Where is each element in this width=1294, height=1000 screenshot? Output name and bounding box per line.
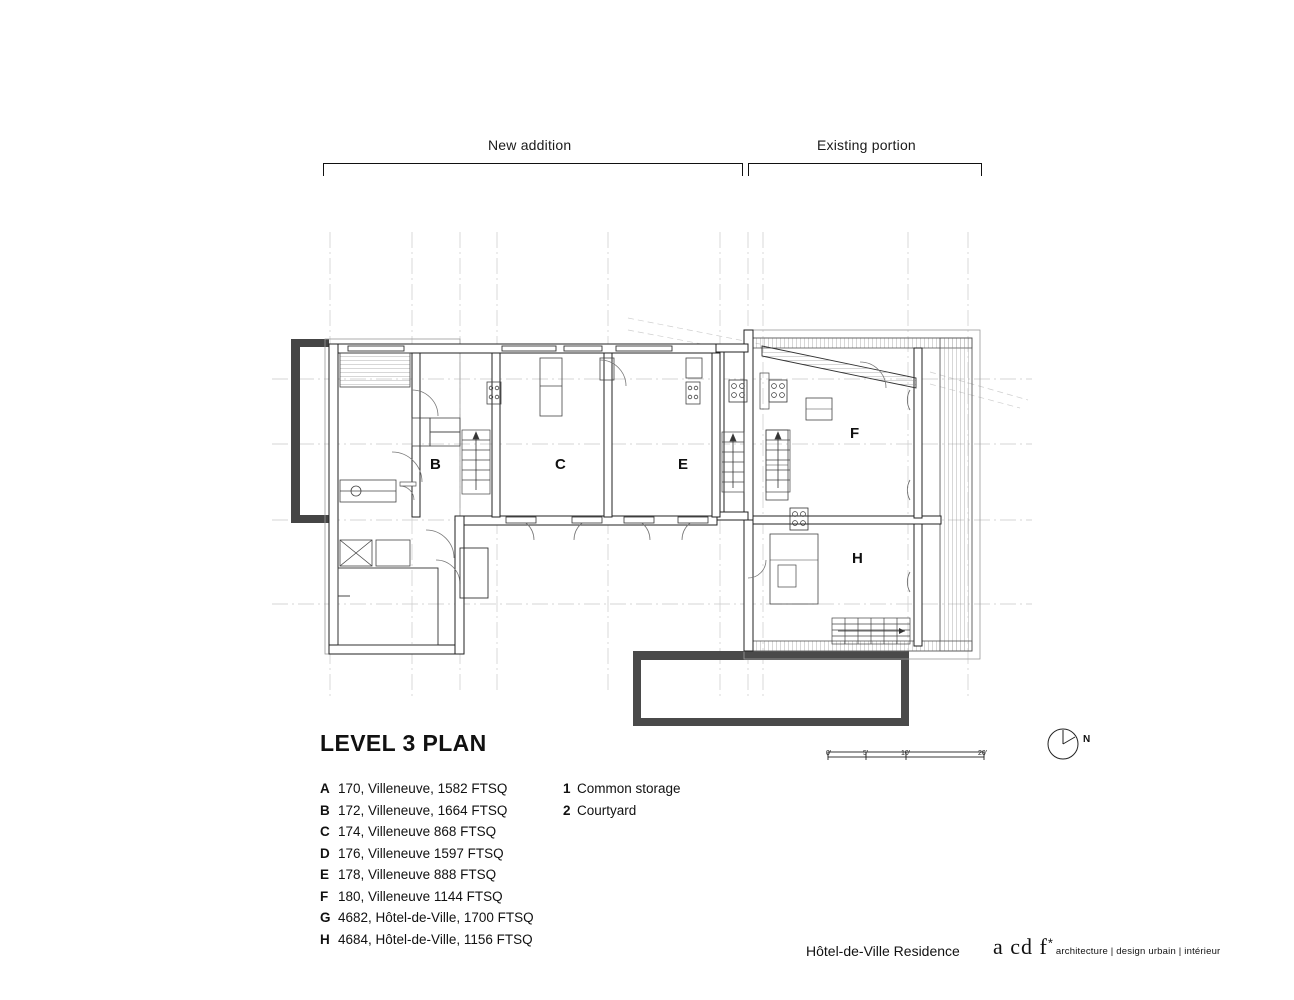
legend-item: [320, 907, 534, 929]
legend-label: 170, Villeneuve, 1582 FTSQ: [338, 781, 508, 796]
scale-bar: [826, 750, 988, 760]
legend-item: [320, 886, 534, 908]
legend-label: 174, Villeneuve 868 FTSQ: [338, 824, 497, 839]
page-title: LEVEL 3 PLAN: [320, 730, 487, 756]
room-letter-f: F: [850, 425, 860, 442]
legend-key: 2: [563, 802, 571, 818]
legend-item: [320, 843, 534, 865]
legend-item: [320, 800, 534, 822]
legend-item: [563, 800, 681, 822]
legend-key: H: [320, 931, 330, 947]
scale-bar-ticks: [826, 750, 988, 760]
legend-label: 4684, Hôtel-de-Ville, 1156 FTSQ: [338, 931, 533, 947]
scale-tick-5: 5': [863, 750, 869, 757]
scale-tick-10: 10': [901, 750, 911, 757]
legend-label: 172, Villeneuve, 1664 FTSQ: [338, 802, 508, 818]
bracket-label-new-addition: New addition: [488, 137, 572, 153]
legend-key: A: [320, 781, 330, 796]
room-letter-e: E: [678, 456, 689, 473]
bracket-label-existing-portion: Existing portion: [817, 137, 916, 153]
legend-item: [320, 864, 534, 886]
legend-key: E: [320, 867, 330, 882]
firm-logo: [993, 934, 1220, 960]
project-name: Hôtel-de-Ville Residence: [806, 943, 960, 959]
legend-key: G: [320, 910, 331, 925]
north-arrow-graphic: [1048, 729, 1078, 759]
legend-item: [563, 778, 681, 800]
logo-tagline: architecture | design urbain | intérieur: [1055, 946, 1221, 957]
room-letter-b: B: [430, 456, 441, 473]
legend-label: 176, Villeneuve 1597 FTSQ: [338, 845, 504, 861]
legend-label: 180, Villeneuve 1144 FTSQ: [338, 888, 503, 904]
legend-label: Courtyard: [577, 802, 637, 818]
logo-star-icon: *: [1047, 935, 1053, 951]
scale-tick-0: 0': [826, 750, 832, 757]
north-label: N: [1083, 734, 1091, 745]
logo-mark: a cd f: [993, 934, 1048, 959]
room-letter-c: C: [555, 456, 566, 473]
legend-item: [320, 929, 534, 951]
legend-units: [320, 778, 534, 950]
legend-key: B: [320, 802, 330, 818]
legend-label: 4682, Hôtel-de-Ville, 1700 FTSQ: [338, 910, 534, 925]
legend-item: [320, 778, 534, 800]
legend-key: 1: [563, 781, 571, 796]
legend-label: Common storage: [577, 781, 681, 796]
legend-label: 178, Villeneuve 888 FTSQ: [338, 867, 497, 882]
legend-key: F: [320, 888, 329, 904]
legend-key: C: [320, 824, 330, 839]
legend-common-areas: [563, 778, 681, 821]
room-letter-h: H: [852, 550, 863, 567]
legend-item: [320, 821, 534, 843]
legend-key: D: [320, 845, 330, 861]
scale-tick-20: 20': [978, 750, 988, 757]
